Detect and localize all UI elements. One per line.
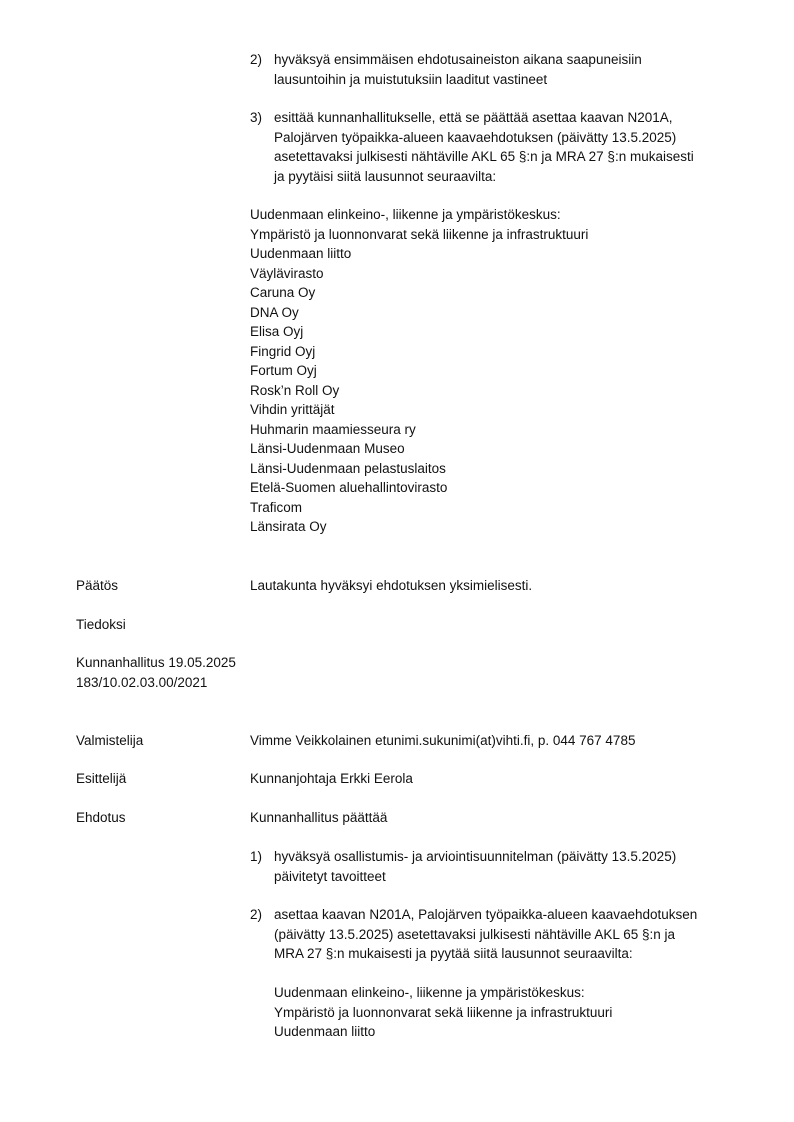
decision-text: Lautakunta hyväksyi ehdotuksen yksimielisesti. [250, 578, 533, 593]
proposal-text: Kunnanhallitus päättää [250, 810, 388, 825]
list-number: 2) [250, 907, 263, 922]
list-number: 1) [250, 849, 263, 864]
list-item: Väylävirasto [250, 265, 324, 281]
list-item-line: MRA 27 §:n mukaisesti ja pyytää siitä lausunnot seuraavilta: [274, 946, 633, 961]
list-item: Uudenmaan liitto [250, 246, 352, 261]
list-item: DNA Oy [250, 304, 299, 320]
for-info-label: Tiedoksi [76, 617, 126, 632]
list-item: Länsi-Uudenmaan Museo [250, 441, 405, 456]
list-item-line: lausuntoihin ja muistutuksiin laaditut vastineet [274, 71, 548, 87]
list-item-line: (päivätty 13.5.2025) asetettavaksi julkisesti nähtäville AKL 65 §:n ja [274, 926, 675, 942]
list-item-line: asettaa kaavan N201A, Palojärven työpaikka-alueen kaavaehdotuksen [274, 907, 698, 922]
decision-label: Päätös [76, 578, 119, 593]
list-item-line: asetettavaksi julkisesti nähtäville AKL 65 §:n ja MRA 27 §:n mukaisesti [274, 149, 694, 164]
list-item-line: hyväksyä ensimmäisen ehdotusaineiston aikana saapuneisiin [274, 52, 642, 67]
list-item: Uudenmaan elinkeino-, liikenne ja ympäristökeskus: [250, 207, 561, 222]
list-number: 2) [250, 52, 263, 67]
presenter-text: Kunnanjohtaja Erkki Eerola [250, 771, 413, 786]
list-item: Caruna Oy [250, 285, 316, 300]
list-item-line: esittää kunnanhallitukselle, että se päättää asettaa kaavan N201A, [274, 110, 673, 125]
list-item-line: päivitetyt tavoitteet [274, 868, 386, 884]
list-item: Ympäristö ja luonnonvarat sekä liikenne ja infrastruktuuri [250, 226, 589, 242]
list-item: Uudenmaan liitto [274, 1024, 376, 1039]
list-item: Rosk’n Roll Oy [250, 382, 340, 398]
list-item: Ympäristö ja luonnonvarat sekä liikenne ja infrastruktuuri [274, 1004, 613, 1020]
board-meeting-title: Kunnanhallitus 19.05.2025 [76, 655, 236, 670]
list-item: Länsirata Oy [250, 519, 327, 534]
list-item-line: Palojärven työpaikka-alueen kaavaehdotuksen (päivätty 13.5.2025) [274, 129, 677, 145]
list-item-line: ja pyytäisi siitä lausunnot seuraavilta: [274, 168, 497, 184]
list-item-line: hyväksyä osallistumis- ja arviointisuunnitelman (päivätty 13.5.2025) [274, 849, 677, 864]
proposal-label: Ehdotus [76, 810, 126, 825]
list-item: Länsi-Uudenmaan pelastuslaitos [250, 460, 446, 476]
list-item: Elisa Oyj [250, 324, 304, 339]
list-item: Etelä-Suomen aluehallintovirasto [250, 480, 448, 495]
preparer-text: Vimme Veikkolainen etunimi.sukunimi(at)vihti.fi, p. 044 767 4785 [250, 733, 636, 748]
reference-number: 183/10.02.03.00/2021 [76, 674, 208, 690]
list-item: Uudenmaan elinkeino-, liikenne ja ympäristökeskus: [274, 985, 585, 1000]
list-item: Traficom [250, 499, 303, 515]
proposal-recipient-list [274, 983, 612, 1042]
recipient-list [250, 205, 588, 537]
list-item: Huhmarin maamiesseura ry [250, 421, 416, 437]
list-item: Fingrid Oyj [250, 343, 316, 359]
list-number: 3) [250, 110, 263, 125]
list-item: Vihdin yrittäjät [250, 402, 335, 417]
preparer-label: Valmistelija [76, 733, 144, 748]
list-item: Fortum Oyj [250, 363, 317, 378]
presenter-label: Esittelijä [76, 771, 127, 786]
